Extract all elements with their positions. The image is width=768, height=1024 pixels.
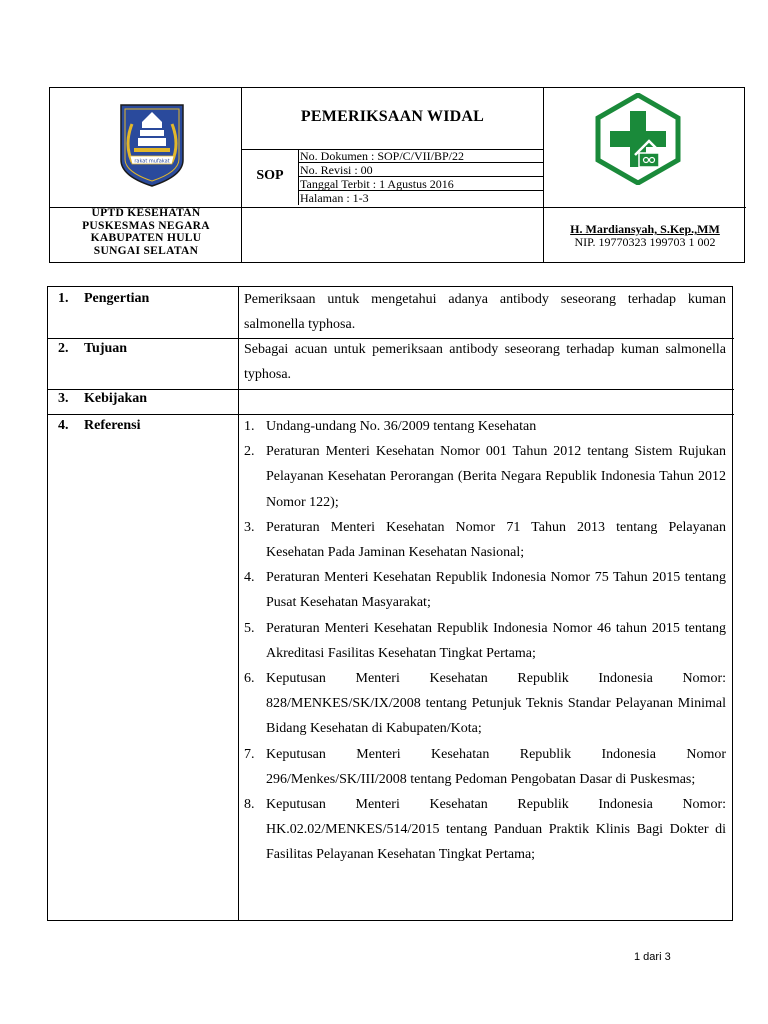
puskesmas-logo — [595, 93, 681, 185]
revision-number: No. Revisi : 00 — [300, 163, 373, 177]
signer-name: H. Mardiansyah, S.Kep.,MM — [570, 222, 720, 236]
header-divider — [298, 149, 299, 205]
section-text-tujuan: Sebagai acuan untuk pemeriksaan antibody seseorang terhadap kuman salmonella typhosa. — [244, 342, 726, 382]
document-title: PEMERIKSAAN WIDAL — [300, 108, 485, 125]
sop-header-table — [49, 87, 745, 263]
signer-nip: NIP. 19770323 199703 1 002 — [574, 235, 716, 249]
row-divider — [48, 389, 734, 390]
section-title-pengertian: Pengertian — [84, 291, 150, 306]
reference-item: 7. Keputusan Menteri Kesehatan Republik Indonesia Nomor 296/Menkes/SK/III/2008 tentang Pedoman Pengobatan Dasar di Puskesmas; — [244, 746, 726, 787]
reference-item: 2. Peraturan Menteri Kesehatan Nomor 001 Tahun 2012 tentang Sistem Rujukan Pelayanan Kesehatan Perorangan (Berita Negara Republik Indonesia Tahun 2012 Nomor 122); — [244, 444, 726, 510]
page-count: Halaman : 1-3 — [300, 191, 369, 205]
section-number: 1. — [58, 291, 69, 306]
reference-item: 6. Keputusan Menteri Kesehatan Republik Indonesia Nomor: 828/MENKES/SK/IX/2008 tentang Petunjuk Teknis Standar Pelayanan Minimal Bidang Kesehatan di Kabupaten/Kota; — [244, 671, 726, 737]
section-title-tujuan: Tujuan — [84, 341, 128, 356]
regency-emblem-logo — [118, 102, 186, 188]
issue-date: Tanggal Terbit : 1 Agustus 2016 — [300, 177, 454, 191]
reference-item: 5. Peraturan Menteri Kesehatan Republik Indonesia Nomor 46 tahun 2015 tentang Akreditasi Fasilitas Kesehatan Tingkat Pertama; — [244, 620, 726, 661]
section-number: 4. — [58, 418, 69, 433]
page-indicator: 1 dari 3 — [634, 951, 671, 963]
reference-item: 3. Peraturan Menteri Kesehatan Nomor 71 Tahun 2013 tentang Pelayanan Kesehatan Pada Jaminan Kesehatan Nasional; — [244, 519, 726, 561]
section-number: 3. — [58, 391, 69, 406]
sop-content-table — [47, 286, 733, 921]
section-title-kebijakan: Kebijakan — [84, 391, 148, 406]
organization-name: UPTD KESEHATAN PUSKESMAS NEGARA KABUPATEN HULU SUNGAI SELATAN — [82, 207, 210, 257]
section-text-pengertian: Pemeriksaan untuk mengetahui adanya antibody seseorang terhadap kuman salmonella typhosa. — [244, 292, 726, 332]
column-divider — [238, 287, 239, 920]
section-number: 2. — [58, 341, 69, 356]
sop-label: SOP — [256, 168, 284, 183]
section-title-referensi: Referensi — [84, 418, 141, 433]
reference-item: 1. Undang-undang No. 36/2009 tentang Kesehatan — [244, 419, 537, 434]
doc-number: No. Dokumen : SOP/C/VII/BP/22 — [300, 149, 465, 163]
reference-list — [244, 414, 726, 868]
reference-item: 4. Peraturan Menteri Kesehatan Republik Indonesia Nomor 75 Tahun 2015 tentang Pusat Kesehatan Masyarakat; — [244, 570, 726, 611]
emblem-banner-text: rakat mufakat — [134, 158, 170, 165]
reference-item: 8. Keputusan Menteri Kesehatan Republik Indonesia Nomor: HK.02.02/MENKES/514/2015 tentang Panduan Praktik Klinis Bagi Dokter di Fasilitas Pelayanan Kesehatan Tingkat Pertama; — [244, 797, 726, 863]
